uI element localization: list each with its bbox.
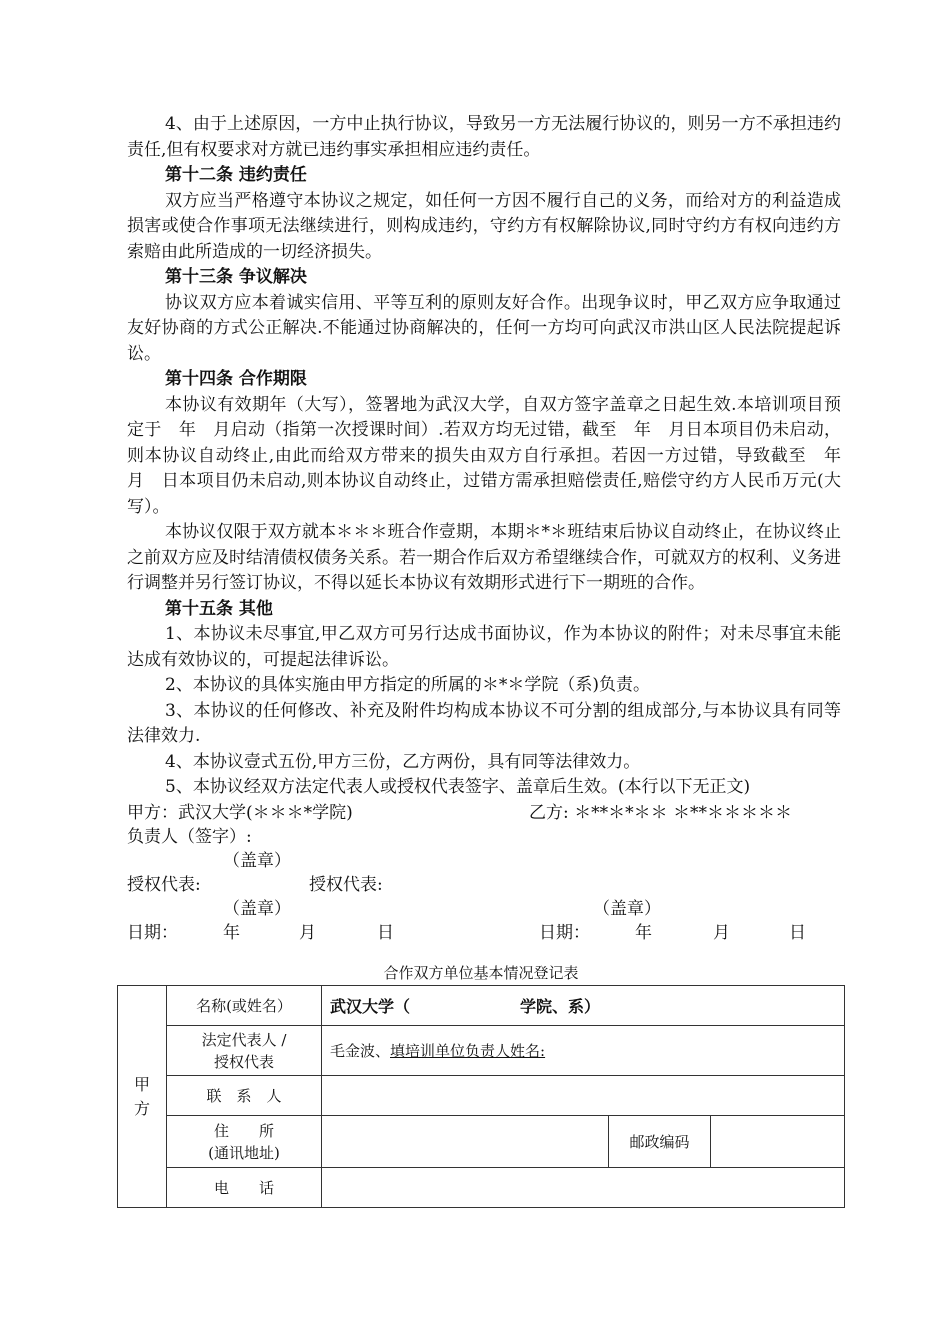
rep-label-1: 法定代表人 / bbox=[201, 1030, 287, 1049]
date-year: 年 bbox=[223, 922, 240, 943]
contact-label: 联 系 人 bbox=[167, 1076, 322, 1116]
seal-label: （盖章） bbox=[593, 898, 661, 919]
clause-paragraph: 本协议有效期年（大写），签署地为武汉大学，自双方签字盖章之日起生效.本培训项目预定于 年 月启动（指第一次授课时间）.若双方均无过错，截至 年 月日本项目仍未启动，则本协议自动终止,由此而给双方带来的损失由双方自行承担。若因一方过错，导致截至 年 月 日本项目仍未启动,则本协议自动终止，过错方需承担赔偿责任,赔偿守约方人民币万元(大写）。 bbox=[127, 394, 858, 517]
clause-paragraph: 1、本协议未尽事宜,甲乙双方可另行达成书面协议，作为本协议的附件；对未尽事宜未能达成有效协议的，可提起法律诉讼。 bbox=[127, 624, 841, 670]
clauses bbox=[127, 112, 858, 801]
table-row bbox=[118, 1168, 845, 1208]
date-label-a: 日期： bbox=[127, 922, 178, 943]
date-day: 日 bbox=[377, 922, 394, 943]
agreement-body bbox=[127, 112, 858, 945]
rep-value bbox=[322, 1026, 845, 1076]
table-row bbox=[118, 1076, 845, 1116]
seal-label: （盖章） bbox=[223, 850, 291, 871]
table-row bbox=[118, 986, 845, 1026]
party-cell bbox=[118, 986, 167, 1208]
clause-heading: 第十三条 争议解决 bbox=[165, 267, 307, 287]
clause-paragraph: 4、由于上述原因，一方中止执行协议，导致另一方无法履行协议的，则另一方不承担违约责任,但有权要求对方就已违约事实承担相应违约责任。 bbox=[127, 114, 841, 160]
date-day: 日 bbox=[789, 922, 806, 943]
postcode-value bbox=[711, 1116, 845, 1168]
party-a: 甲方：武汉大学(＊＊＊*学院) bbox=[127, 802, 353, 823]
auth-line bbox=[127, 873, 841, 897]
clause-paragraph: 本协议仅限于双方就本＊＊＊班合作壹期，本期＊*＊班结束后协议自动终止，在协议终止之前双方应及时结清债权债务关系。若一期合作后双方希望继续合作，可就双方的权利、义务进行调整并另行签订协议，不得以延长本协议有效期形式进行下一期班的合作。 bbox=[127, 522, 841, 593]
party-char: 甲 方 bbox=[133, 1074, 150, 1118]
rep-label-2: 授权代表 bbox=[213, 1052, 274, 1071]
party-b: 乙方: ＊**＊*＊＊ ＊**＊＊＊＊＊ bbox=[529, 802, 793, 823]
clause-paragraph: 3、本协议的任何修改、补充及附件均构成本协议不可分割的组成部分,与本协议具有同等法律效力. bbox=[127, 700, 841, 746]
date-month: 月 bbox=[299, 922, 316, 943]
name-value bbox=[322, 986, 845, 1026]
date-year: 年 bbox=[635, 922, 652, 943]
phone-value bbox=[322, 1168, 845, 1208]
auth-rep-b: 授权代表: bbox=[309, 874, 383, 895]
address-value bbox=[322, 1116, 609, 1168]
address-label-2: (通讯地址) bbox=[208, 1143, 280, 1162]
rep-value-1: 毛金波、 bbox=[330, 1042, 391, 1060]
postcode-label: 邮政编码 bbox=[609, 1116, 711, 1168]
party-line bbox=[127, 801, 841, 825]
seal-line-2 bbox=[127, 897, 841, 921]
seal-label: （盖章） bbox=[223, 898, 291, 919]
name-value-2: 学院、系） bbox=[520, 997, 601, 1016]
clause-heading: 第十四条 合作期限 bbox=[165, 369, 307, 389]
clause-heading: 第十五条 其他 bbox=[165, 598, 273, 619]
contact-value bbox=[322, 1076, 845, 1116]
table-row bbox=[118, 1026, 845, 1076]
address-label bbox=[167, 1116, 322, 1168]
signature-block bbox=[127, 801, 841, 945]
rep-label bbox=[167, 1026, 322, 1076]
clause-paragraph: 协议双方应本着诚实信用、平等互利的原则友好合作。出现争议时，甲乙双方应争取通过友好协商的方式公正解决.不能通过协商解决的，任何一方均可向武汉市洪山区人民法院提起诉讼。 bbox=[127, 292, 841, 364]
responsible-line bbox=[127, 825, 841, 849]
clause-paragraph: 4、本协议壹式五份,甲方三份，乙方两份，具有同等法律效力。 bbox=[165, 751, 641, 772]
phone-label: 电 话 bbox=[167, 1168, 322, 1208]
table-row bbox=[118, 1116, 845, 1168]
clause-heading: 第十二条 违约责任 bbox=[165, 165, 307, 185]
date-line bbox=[127, 921, 841, 945]
clause-paragraph: 5、本协议经双方法定代表人或授权代表签字、盖章后生效。(本行以下无正文) bbox=[165, 777, 751, 797]
clause-paragraph: 2、本协议的具体实施由甲方指定的所属的＊*＊学院（系)负责。 bbox=[165, 675, 650, 695]
registration-table bbox=[117, 985, 845, 1208]
auth-rep-a: 授权代表: bbox=[127, 874, 201, 895]
date-label-b: 日期： bbox=[539, 922, 590, 943]
table-title: 合作双方单位基本情况登记表 bbox=[383, 964, 579, 982]
name-label: 名称(或姓名） bbox=[167, 986, 322, 1026]
seal-line-1 bbox=[127, 849, 841, 873]
date-month: 月 bbox=[713, 922, 730, 943]
name-value-1: 武汉大学（ bbox=[330, 997, 411, 1016]
clause-paragraph: 双方应当严格遵守本协议之规定，如任何一方因不履行自己的义务，而给对方的利益造成损害或使合作事项无法继续进行，则构成违约，守约方有权解除协议,同时守约方有权向违约方索赔由此所造成的一切经济损失。 bbox=[127, 190, 841, 262]
responsible-label: 负责人（签字）: bbox=[127, 826, 252, 847]
address-label-1: 住 所 bbox=[213, 1121, 274, 1140]
rep-value-2: 填培训单位负责人姓名: bbox=[390, 1042, 546, 1060]
